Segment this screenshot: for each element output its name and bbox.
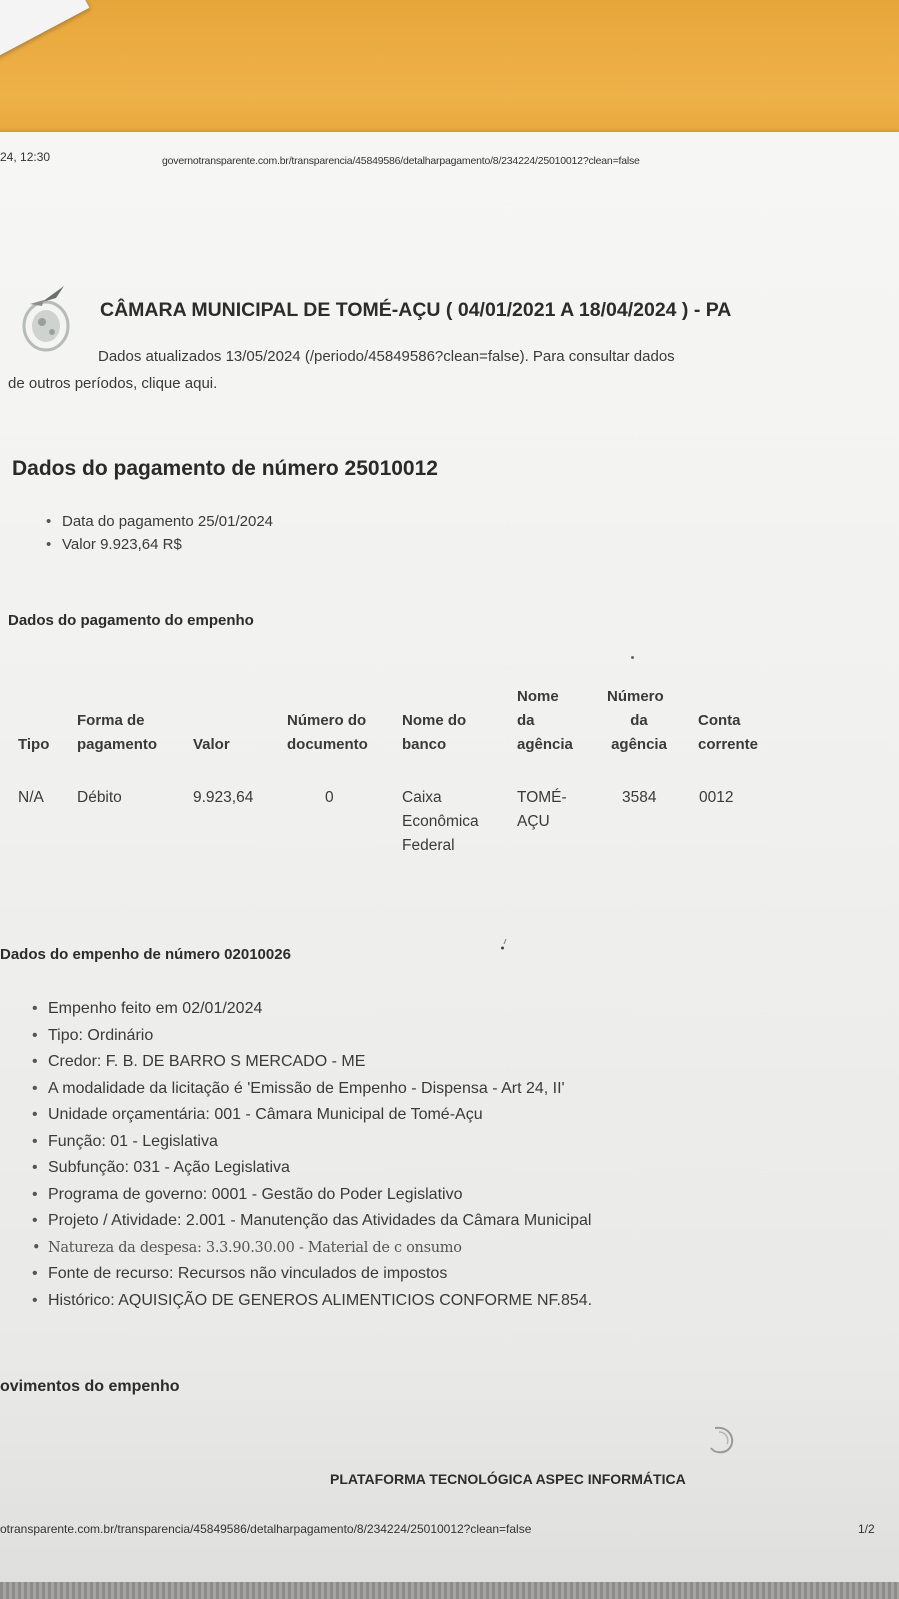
paper-mark	[500, 938, 508, 950]
list-item: • Empenho feito em 02/01/2024	[28, 996, 592, 1023]
cell-conta-corrente: 0012	[699, 789, 734, 806]
list-item: • Subfunção: 031 - Ação Legislativa	[28, 1155, 592, 1182]
column-header-numero-documento: Número do documento	[287, 712, 368, 753]
list-item: • Data do pagamento 25/01/2024	[42, 510, 273, 533]
movements-heading: ovimentos do empenho	[0, 1378, 180, 1395]
paper-corner	[0, 0, 89, 64]
payment-heading: Dados do pagamento de número 25010012	[12, 457, 438, 480]
list-item: • Histórico: AQUISIÇÃO DE GENEROS ALIMENTICIOS CONFORME NF.854.	[28, 1288, 592, 1315]
column-header-nome-banco: Nome do banco	[402, 712, 467, 753]
empenho-details-list	[28, 996, 592, 1314]
list-item: • Unidade orçamentária: 001 - Câmara Municipal de Tomé-Açu	[28, 1102, 592, 1129]
page-title: CÂMARA MUNICIPAL DE TOMÉ-AÇU ( 04/01/2021 A 18/04/2024 ) - PA	[100, 299, 732, 321]
print-timestamp: 24, 12:30	[0, 150, 51, 164]
platform-footer: PLATAFORMA TECNOLÓGICA ASPEC INFORMÁTICA	[330, 1471, 686, 1487]
column-header-valor: Valor	[193, 736, 230, 753]
column-header-forma: Forma de pagamento	[77, 712, 158, 753]
cell-nome-banco: Caixa Econômica Federal	[402, 789, 479, 854]
municipal-crest-icon	[12, 282, 78, 354]
list-item: • Credor: F. B. DE BARRO S MERCADO - ME	[28, 1049, 592, 1076]
cell-valor: 9.923,64	[193, 789, 254, 806]
cell-tipo: N/A	[18, 789, 44, 806]
column-header-nome-agencia: Nome da agência	[517, 688, 573, 753]
cell-numero-documento: 0	[325, 789, 334, 806]
page-number: 1/2	[858, 1522, 875, 1536]
payment-details-list	[42, 510, 273, 556]
cell-forma: Débito	[77, 789, 122, 806]
cell-nome-agencia: TOMÉ- AÇU	[517, 789, 567, 830]
print-header-url: governotransparente.com.br/transparencia/45849586/detalharpagamento/8/234224/25010012?clean=false	[162, 155, 640, 167]
column-header-tipo: Tipo	[18, 736, 50, 753]
floor-strip	[0, 1582, 899, 1599]
empenho-heading: Dados do empenho de número 02010026	[0, 946, 291, 963]
print-footer-url: otransparente.com.br/transparencia/45849586/detalharpagamento/8/234224/25010012?clean=false	[0, 1522, 532, 1536]
list-item: • Natureza da despesa: 3.3.90.30.00 - Material de c onsumo	[28, 1235, 592, 1262]
cell-numero-agencia: 3584	[622, 789, 657, 806]
paper-clip-icon	[705, 1422, 739, 1456]
column-header-conta-corrente: Conta corrente	[698, 712, 759, 753]
paper-speck	[631, 656, 634, 659]
empenho-payment-heading: Dados do pagamento do empenho	[8, 612, 254, 629]
other-periods-link[interactable]: de outros períodos, clique aqui.	[8, 375, 218, 392]
list-item: • Função: 01 - Legislativa	[28, 1129, 592, 1156]
list-item: • Programa de governo: 0001 - Gestão do Poder Legislativo	[28, 1182, 592, 1209]
list-item: • Tipo: Ordinário	[28, 1023, 592, 1050]
list-item: • A modalidade da licitação é 'Emissão de Empenho - Dispensa - Art 24, II'	[28, 1076, 592, 1103]
list-item: • Projeto / Atividade: 2.001 - Manutenção das Atividades da Câmara Municipal	[28, 1208, 592, 1235]
updated-info: Dados atualizados 13/05/2024 (/periodo/45849586?clean=false). Para consultar dados	[98, 348, 675, 365]
list-item: • Valor 9.923,64 R$	[42, 533, 273, 556]
list-item: • Fonte de recurso: Recursos não vinculados de impostos	[28, 1261, 592, 1288]
column-header-numero-agencia: Número da agência	[607, 688, 667, 753]
